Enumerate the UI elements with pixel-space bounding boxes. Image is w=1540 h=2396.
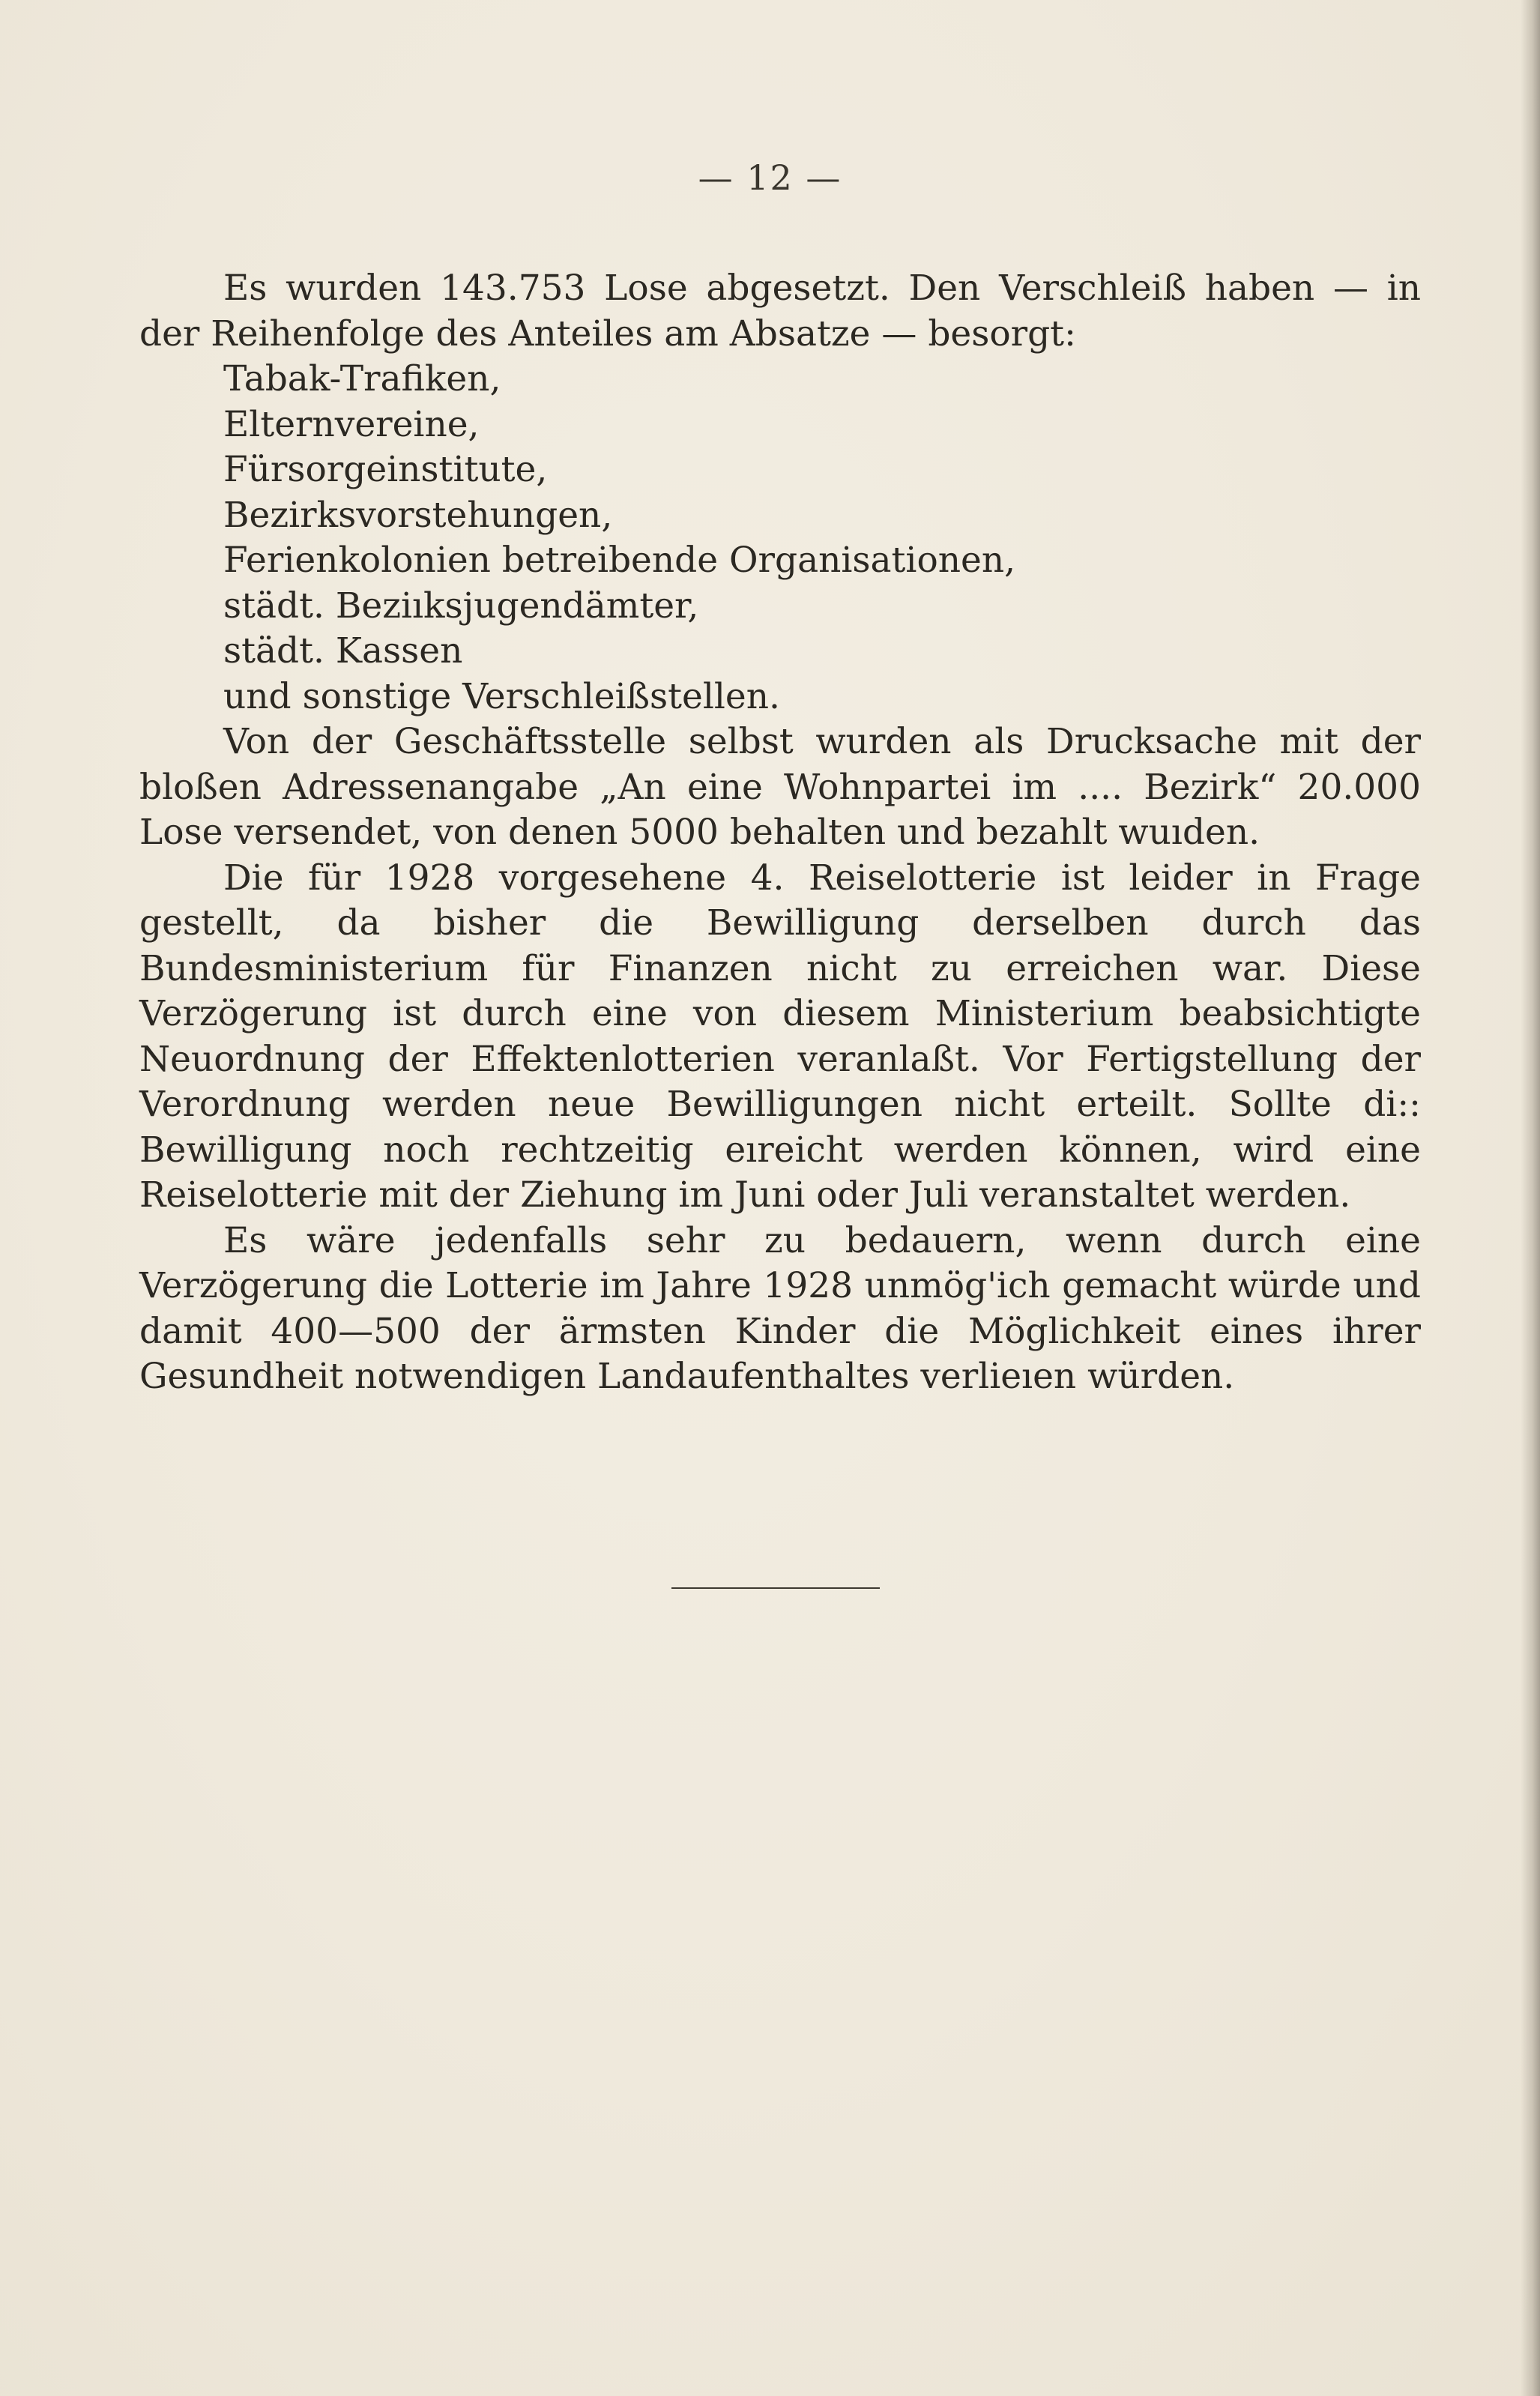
paragraph-regret: Es wäre jedenfalls sehr zu bedauern, wenn durch eine Verzögerung die Lotterie im Jahre 1928 unmög'ich gemacht würde und damit 400—500 der ärmsten Kinder die Möglichkeit eines ihrer Gesundheit notwendigen Landaufenthaltes verlieıen würden.: [139, 1219, 1421, 1397]
seller-list-item: Fürsorgeinstitute,: [223, 449, 548, 490]
seller-list-item: Tabak-Trafiken,: [223, 358, 501, 399]
paragraph-office-mailing: Von der Geschäftsstelle selbst wurden als Drucksache mit der bloßen Adressenangabe „An eine Wohnpartei im .... Bezirk“ 20.000 Lose versendet, von denen 5000 behalten und bezahlt wuıden.: [139, 721, 1421, 853]
seller-list-item: Ferienkolonien betreibende Organisationen,: [223, 540, 1016, 581]
section-divider: [671, 1587, 880, 1589]
page-edge-shadow: [1521, 0, 1540, 2396]
seller-list: [139, 357, 1421, 719]
paragraph-lottery-1928: Die für 1928 vorgesehene 4. Reiselotterie ist leider in Frage gestellt, da bisher die Bewilligung derselben durch das Bundesministerium für Finanzen nicht zu erreichen war. Diese Verzögerung ist durch eine von diesem Ministerium beabsichtigte Neuordnung der Effektenlotterien veranlaßt. Vor Fertigstellung der Verordnung werden neue Bewilligungen nicht erteilt. Sollte di:: Bewilligung noch rechtzeitig eıreicht werden können, wird eine Reiselotterie mit der Ziehung im Juni oder Juli veranstaltet werden.: [139, 857, 1421, 1216]
paragraph-sales-summary: Es wurden 143.753 Lose abgesetzt. Den Verschleiß haben — in der Reihenfolge des Anteiles am Absatze — besorgt:: [139, 268, 1421, 354]
seller-list-item: städt. Kassen: [223, 630, 463, 672]
seller-list-item: städt. Beziıksjugendämter,: [223, 585, 699, 627]
body-text: [139, 266, 1421, 1400]
seller-list-item: Elternvereine,: [223, 403, 480, 445]
seller-list-item: Bezirksvorstehungen,: [223, 494, 613, 536]
seller-list-item: und sonstige Verschleißstellen.: [223, 675, 780, 717]
page-number: — 12 —: [698, 157, 842, 198]
